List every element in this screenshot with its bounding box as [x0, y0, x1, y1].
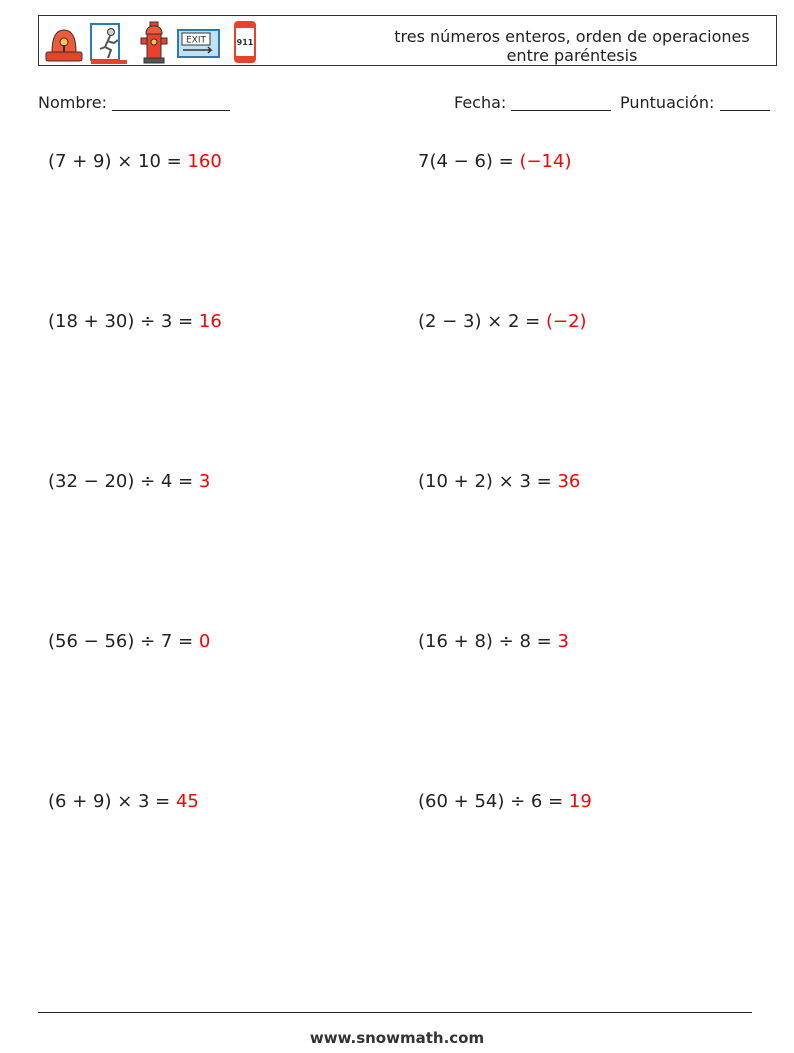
problem-7 [48, 631, 210, 652]
problem-answer: 3 [557, 631, 569, 652]
title-line-2: entre paréntesis [506, 46, 638, 65]
problem-question: 7(4 − 6) = [418, 151, 520, 172]
problem-answer: 45 [175, 791, 199, 812]
footer-divider [38, 1012, 752, 1013]
problem-question: (10 + 2) × 3 = [418, 471, 558, 492]
problem-2 [418, 151, 571, 172]
phone-911-icon [233, 20, 257, 64]
exit-sign-icon [177, 20, 221, 64]
problem-6 [418, 471, 580, 492]
problem-8 [418, 631, 569, 652]
problem-question: (18 + 30) ÷ 3 = [48, 311, 199, 332]
alarm-light-icon [43, 20, 85, 64]
problem-question: (2 − 3) × 2 = [418, 311, 546, 332]
name-blank[interactable] [112, 94, 230, 111]
footer-url[interactable]: www.snowmath.com [309, 1029, 485, 1047]
date-blank[interactable] [511, 94, 611, 111]
problem-question: (7 + 9) × 10 = [48, 151, 188, 172]
problem-answer: 0 [198, 631, 211, 652]
phone-911-text: 911 [236, 38, 254, 47]
problem-answer: 19 [568, 791, 592, 812]
problem-answer: (−14) [519, 151, 572, 172]
problem-answer: (−2) [545, 311, 587, 332]
problem-answer: 16 [198, 311, 222, 332]
name-field[interactable] [38, 93, 230, 112]
date-field[interactable] [454, 93, 611, 112]
name-label: Nombre: [38, 93, 107, 112]
problem-answer: 160 [187, 151, 222, 172]
problem-question: (6 + 9) × 3 = [48, 791, 176, 812]
problem-9 [48, 791, 199, 812]
problem-question: (60 + 54) ÷ 6 = [418, 791, 569, 812]
problem-question: (56 − 56) ÷ 7 = [48, 631, 199, 652]
problem-3 [48, 311, 222, 332]
problem-10 [418, 791, 592, 812]
problem-answer: 36 [557, 471, 581, 492]
problem-question: (32 − 20) ÷ 4 = [48, 471, 199, 492]
worksheet-title [382, 27, 762, 65]
problem-1 [48, 151, 222, 172]
score-label: Puntuación: [620, 93, 715, 112]
problem-4 [418, 311, 587, 332]
score-blank[interactable] [720, 94, 770, 111]
score-field[interactable] [620, 93, 770, 112]
date-label: Fecha: [454, 93, 507, 112]
emergency-exit-door-icon [87, 20, 131, 64]
exit-sign-text: EXIT [185, 35, 207, 46]
worksheet-header [38, 15, 777, 66]
title-line-1: tres números enteros, orden de operaciones [394, 27, 750, 46]
student-info-row [38, 93, 771, 117]
problem-question: (16 + 8) ÷ 8 = [418, 631, 558, 652]
fire-hydrant-icon [139, 20, 169, 64]
problem-5 [48, 471, 210, 492]
problem-answer: 3 [198, 471, 211, 492]
header-icons [43, 20, 263, 64]
